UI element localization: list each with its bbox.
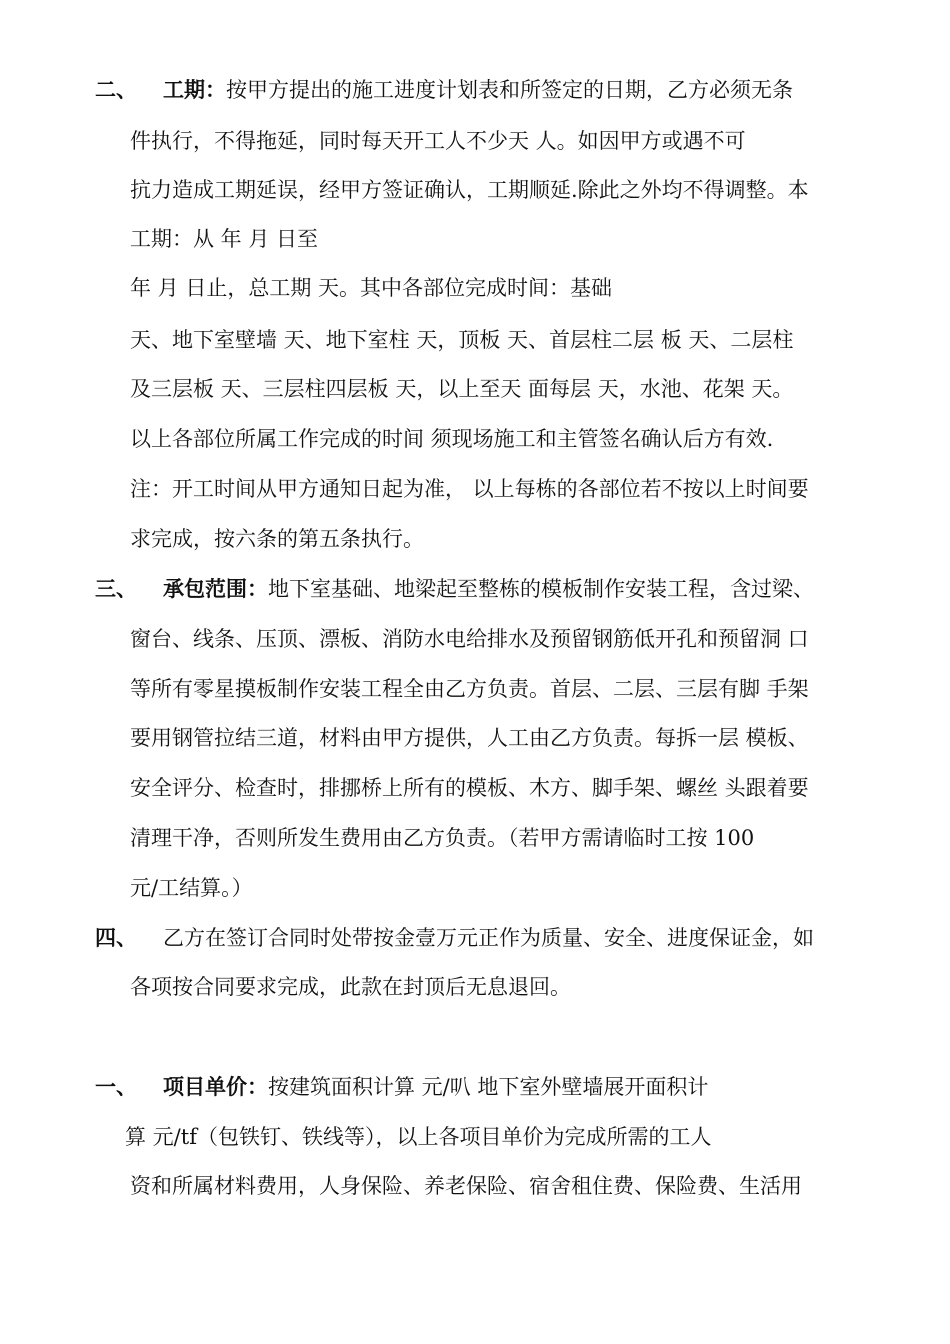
paragraph-line: 年 月 日止，总工期 天。其中各部位完成时间：基础 <box>130 276 613 300</box>
paragraph-line: 件执行，不得拖延，同时每天开工人不少天 人。如因甲方或遇不可 <box>130 129 746 153</box>
paragraph-line: 注：开工时间从甲方通知日起为准， 以上每栋的各部位若不按以上时间要 <box>130 477 809 501</box>
paragraph-line: 窗台、线条、压顶、漂板、消防水电给排水及预留钢筋低开孔和预留洞 口 <box>130 627 809 651</box>
paragraph-line: 按建筑面积计算 元/叭 地下室外壁墙展开面积计 <box>268 1075 709 1099</box>
paragraph-line: 按甲方提出的施工进度计划表和所签定的日期，乙方必须无条 <box>226 78 793 102</box>
section-number: 一、 <box>95 1074 137 1099</box>
paragraph-line: 要用钢管拉结三道，材料由甲方提供，人工由乙方负责。每拆一层 模板、 <box>130 726 809 750</box>
section-label: 项目单价： <box>163 1074 268 1099</box>
paragraph-line: 元/工结算。） <box>130 876 253 900</box>
paragraph-line: 天、地下室壁墙 天、地下室柱 天，顶板 天、首层柱二层 板 天、二层柱 <box>130 328 794 352</box>
paragraph-line: 及三层板 天、三层柱四层板 天，以上至天 面每层 天，水池、花架 天。 <box>130 377 794 401</box>
paragraph-line: 等所有零星摸板制作安装工程全由乙方负责。首层、二层、三层有脚 手架 <box>130 677 809 701</box>
section-number: 二、 <box>95 77 137 102</box>
paragraph-line: 求完成，按六条的第五条执行。 <box>130 527 424 551</box>
section-number: 三、 <box>95 576 137 601</box>
paragraph-line: 各项按合同要求完成，此款在封顶后无息退回。 <box>130 975 571 999</box>
section-label: 工期： <box>163 77 226 102</box>
paragraph-line: 清理干净，否则所发生费用由乙方负责。（若甲方需请临时工按 100 <box>130 826 755 850</box>
paragraph-line: 安全评分、检查时，排挪桥上所有的模板、木方、脚手架、螺丝 头跟着要 <box>130 776 809 800</box>
section-3-text <box>163 574 814 604</box>
paragraph-line: 地下室基础、地梁起至整栋的模板制作安装工程，含过梁、 <box>268 577 814 601</box>
section-label: 承包范围： <box>163 576 268 601</box>
paragraph-line: 以上各部位所属工作完成的时间 须现场施工和主管签名确认后方有效. <box>130 427 774 451</box>
paragraph-line: 乙方在签订合同时处带按金壹万元正作为质量、安全、进度保证金，如 <box>163 926 814 950</box>
paragraph-line: 资和所属材料费用，人身保险、养老保险、宿舍租住费、保险费、生活用 <box>130 1174 802 1198</box>
paragraph-line: 算 元/tf（包铁钉、铁线等），以上各项目单价为完成所需的工人 <box>125 1125 712 1149</box>
paragraph-line: 抗力造成工期延误，经甲方签证确认，工期顺延.除此之外均不得调整。本 <box>130 178 809 202</box>
paragraph-line: 工期：从 年 月 日至 <box>130 227 319 251</box>
section-2-text <box>163 75 793 105</box>
section-1-text <box>163 1072 708 1102</box>
section-number: 四、 <box>95 925 137 950</box>
